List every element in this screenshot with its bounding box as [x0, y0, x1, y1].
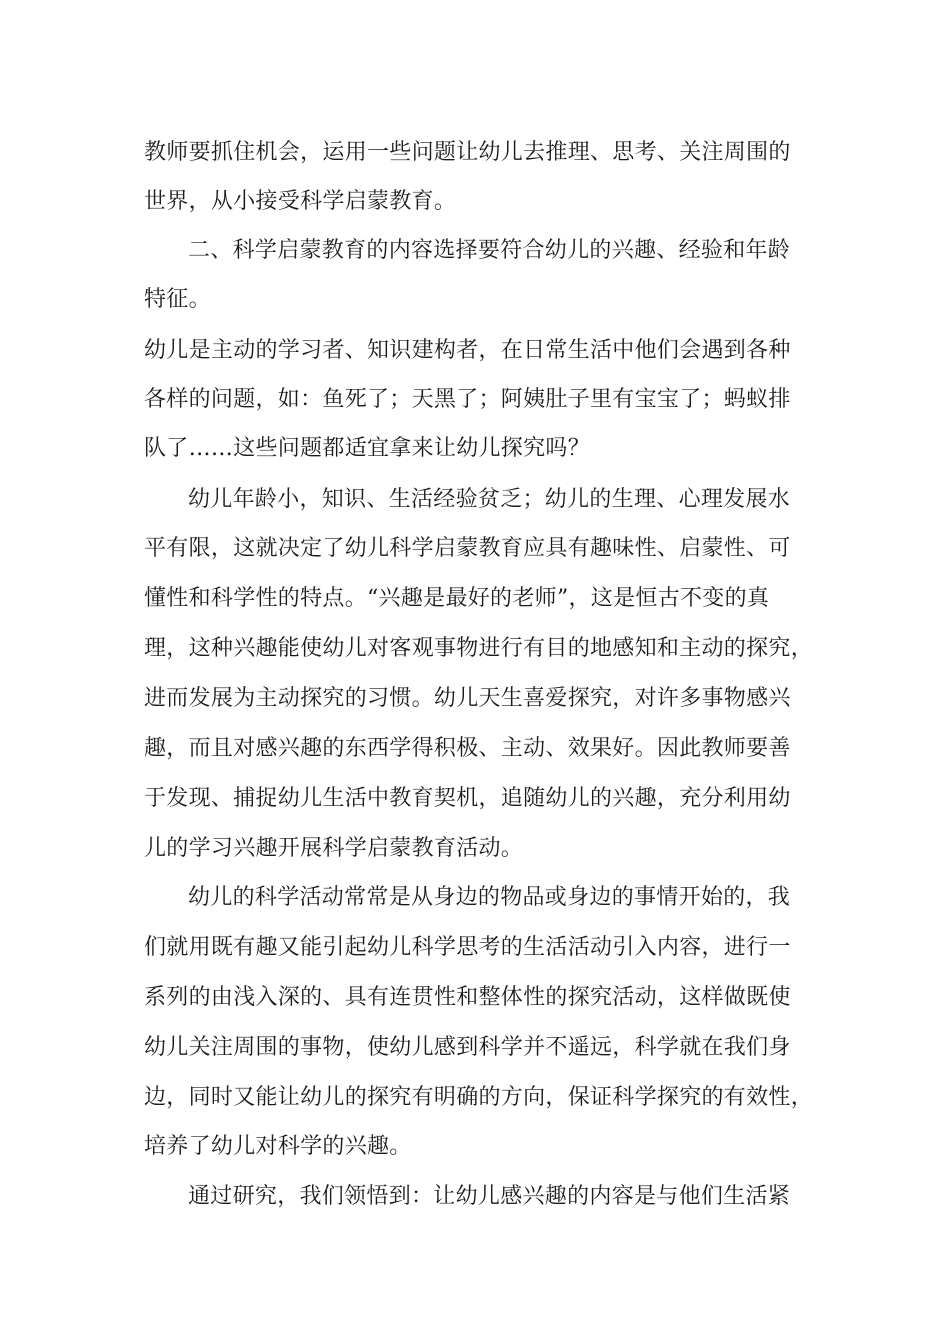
section-heading-line: 二、科学启蒙教育的内容选择要符合幼儿的兴趣、经验和年龄	[188, 238, 791, 263]
text-line: 幼儿是主动的学习者、知识建构者，在日常生活中他们会遇到各种	[144, 338, 791, 363]
text-line: 儿的学习兴趣开展科学启蒙教育活动。	[144, 836, 524, 861]
text-line: 幼儿关注周围的事物，使幼儿感到科学并不遥远，科学就在我们身	[144, 1035, 791, 1060]
text-line: 理，这种兴趣能使幼儿对客观事物进行有目的地感知和主动的探究，	[144, 636, 814, 661]
text-line: 幼儿年龄小，知识、生活经验贫乏；幼儿的生理、心理发展水	[188, 487, 791, 512]
text-line: 各样的问题，如：鱼死了；天黑了；阿姨肚子里有宝宝了；蚂蚁排	[144, 387, 791, 412]
text-line: 队了……这些问题都适宜拿来让幼儿探究吗？	[144, 436, 591, 461]
section-heading-line: 特征。	[144, 287, 211, 312]
text-line: 幼儿的科学活动常常是从身边的物品或身边的事情开始的，我	[188, 885, 791, 910]
text-line: 教师要抓住机会，运用一些问题让幼儿去推理、思考、关注周围的	[144, 140, 791, 165]
text-line: 于发现、捕捉幼儿生活中教育契机，追随幼儿的兴趣，充分利用幼	[144, 786, 791, 811]
text-line: 世界，从小接受科学启蒙教育。	[144, 189, 457, 214]
text-line: 培养了幼儿对科学的兴趣。	[144, 1134, 412, 1159]
text-line: 趣，而且对感兴趣的东西学得积极、主动、效果好。因此教师要善	[144, 736, 791, 761]
text-line: 平有限，这就决定了幼儿科学启蒙教育应具有趣味性、启蒙性、可	[144, 536, 791, 561]
text-line: 边，同时又能让幼儿的探究有明确的方向，保证科学探究的有效性，	[144, 1085, 814, 1110]
text-line: 系列的由浅入深的、具有连贯性和整体性的探究活动，这样做既使	[144, 985, 791, 1010]
text-line: 进而发展为主动探究的习惯。幼儿天生喜爱探究，对许多事物感兴	[144, 686, 791, 711]
text-line: 们就用既有趣又能引起幼儿科学思考的生活活动引入内容，进行一	[144, 935, 791, 960]
text-line: 懂性和科学性的特点。“兴趣是最好的老师”，这是恒古不变的真	[144, 586, 770, 611]
text-line: 通过研究，我们领悟到：让幼儿感兴趣的内容是与他们生活紧	[188, 1184, 791, 1209]
